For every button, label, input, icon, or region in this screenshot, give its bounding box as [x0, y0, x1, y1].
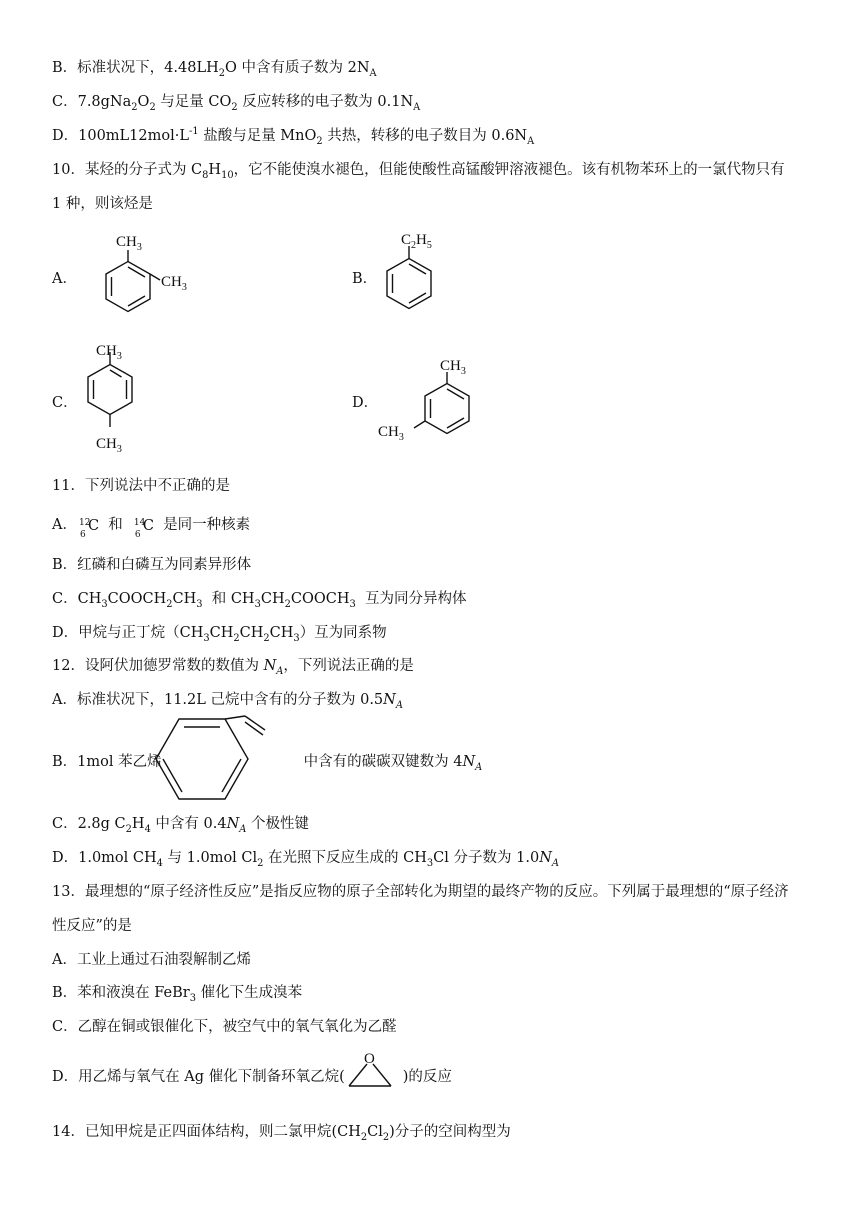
q13-option-d: D．用乙烯与氧气在 Ag 催化下制备环氧乙烷( )的反应	[52, 1069, 452, 1085]
q12-stem: 12．设阿伏加德罗常数的数值为 $N_A$，下列说法正确的是	[52, 658, 414, 677]
q11-option-b: B．红磷和白磷互为同素异形体	[52, 557, 252, 573]
q12-option-b: B．1mol 苯乙烯 中含有的碳碳双键数为 $4N_A$	[52, 754, 483, 773]
q10-option-d-structure	[372, 350, 502, 450]
ch3-label-top: $CH_3$	[96, 343, 122, 362]
ch3-label-top: $CH_3$	[440, 358, 466, 377]
q11-option-d: D．甲烷与正丁烷$(CH_3CH_2CH_2CH_3)$互为同系物	[52, 625, 387, 644]
q12-option-d: D．1.0mol $CH_4$ 与 1.0mol $Cl_2$ 在光照下反应生成的 $CH_3Cl$ 分子数为 $1.0N_A$	[52, 850, 559, 869]
q10-option-b-structure	[372, 226, 482, 330]
ch3-label-left: $CH_3$	[378, 424, 404, 443]
carbon-14-symbol: 14 6 C	[133, 518, 155, 540]
q11-option-a: A． 12 6 C 和 14 6 C 是同一种核素	[52, 517, 251, 540]
q10-option-b-label: B．	[352, 271, 378, 287]
q10-option-a-structure	[78, 228, 198, 328]
q12-option-a: A．标准状况下，11.2L 己烷中含有的分子数为 $0.5N_A$	[52, 692, 403, 711]
q13-stem-line2: 性反应”的是	[52, 918, 132, 934]
carbon-12-symbol: 12 6 C	[78, 518, 100, 540]
q10-option-d-label: D．	[352, 395, 379, 411]
q13-stem-line1: 13．最理想的“原子经济性反应”是指反应物的原子全部转化为期望的最终产物的反应。下列属于最理想的“原子经济	[52, 884, 789, 900]
q9-option-d: D．$100mL12mol\cdot L^{-1}$ 盐酸与足量 MnO$_2$ 共热，转移的电子数目为 $0.6N_A$	[52, 126, 535, 147]
q11-stem: 11．下列说法中不正确的是	[52, 478, 230, 494]
q9-option-c: C．$7.8gNa_2O_2$ 与足量 $CO_2$ 反应转移的电子数为 $0.1N_A$	[52, 94, 421, 113]
c2h5-label: $C_2H_5$	[401, 232, 432, 251]
q12-option-c: C．2.8g $C_2H_4$ 中含有 $0.4N_A$ 个极性键	[52, 816, 310, 835]
q11-option-c: C．$CH_3COOCH_2CH_3$ 和 $CH_3CH_2COOCH_3$ 互为同分异构体	[52, 591, 467, 610]
q13-option-b: B．苯和液溴在 FeBr$_3$ 催化下生成溴苯	[52, 985, 303, 1004]
ch3-label-right: $CH_3$	[161, 274, 187, 293]
q10-option-c-structure	[78, 338, 158, 468]
ch3-label-top: $CH_3$	[116, 234, 142, 253]
q9-option-b: B．标准状况下，$4.48LH_2O$ 中含有质子数为 $2N_A$	[52, 60, 377, 79]
oxygen-label: O	[364, 1051, 375, 1067]
ch3-label-bottom: $CH_3$	[96, 436, 122, 455]
q14-stem: 14．已知甲烷是正四面体结构，则二氯甲烷$(CH_2Cl_2)$分子的空间构型为	[52, 1124, 511, 1143]
q13-option-c: C．乙醇在铜或银催化下，被空气中的氧气氧化为乙醛	[52, 1019, 397, 1035]
styrene-structure	[150, 715, 300, 805]
q13-option-a: A．工业上通过石油裂解制乙烯	[52, 952, 251, 968]
q10-stem-line1: 10．某烃的分子式为 $C_8H_{10}$，它不能使溴水褪色，但能使酸性高锰酸钾溶液褪色。该有机物苯环上的一氯代物只有	[52, 162, 785, 181]
q10-option-c-label: C．	[52, 395, 78, 411]
ethylene-oxide-structure	[340, 1050, 400, 1092]
q10-stem-line2: 1 种，则该烃是	[52, 196, 153, 212]
q10-option-a-label: A．	[52, 271, 77, 287]
